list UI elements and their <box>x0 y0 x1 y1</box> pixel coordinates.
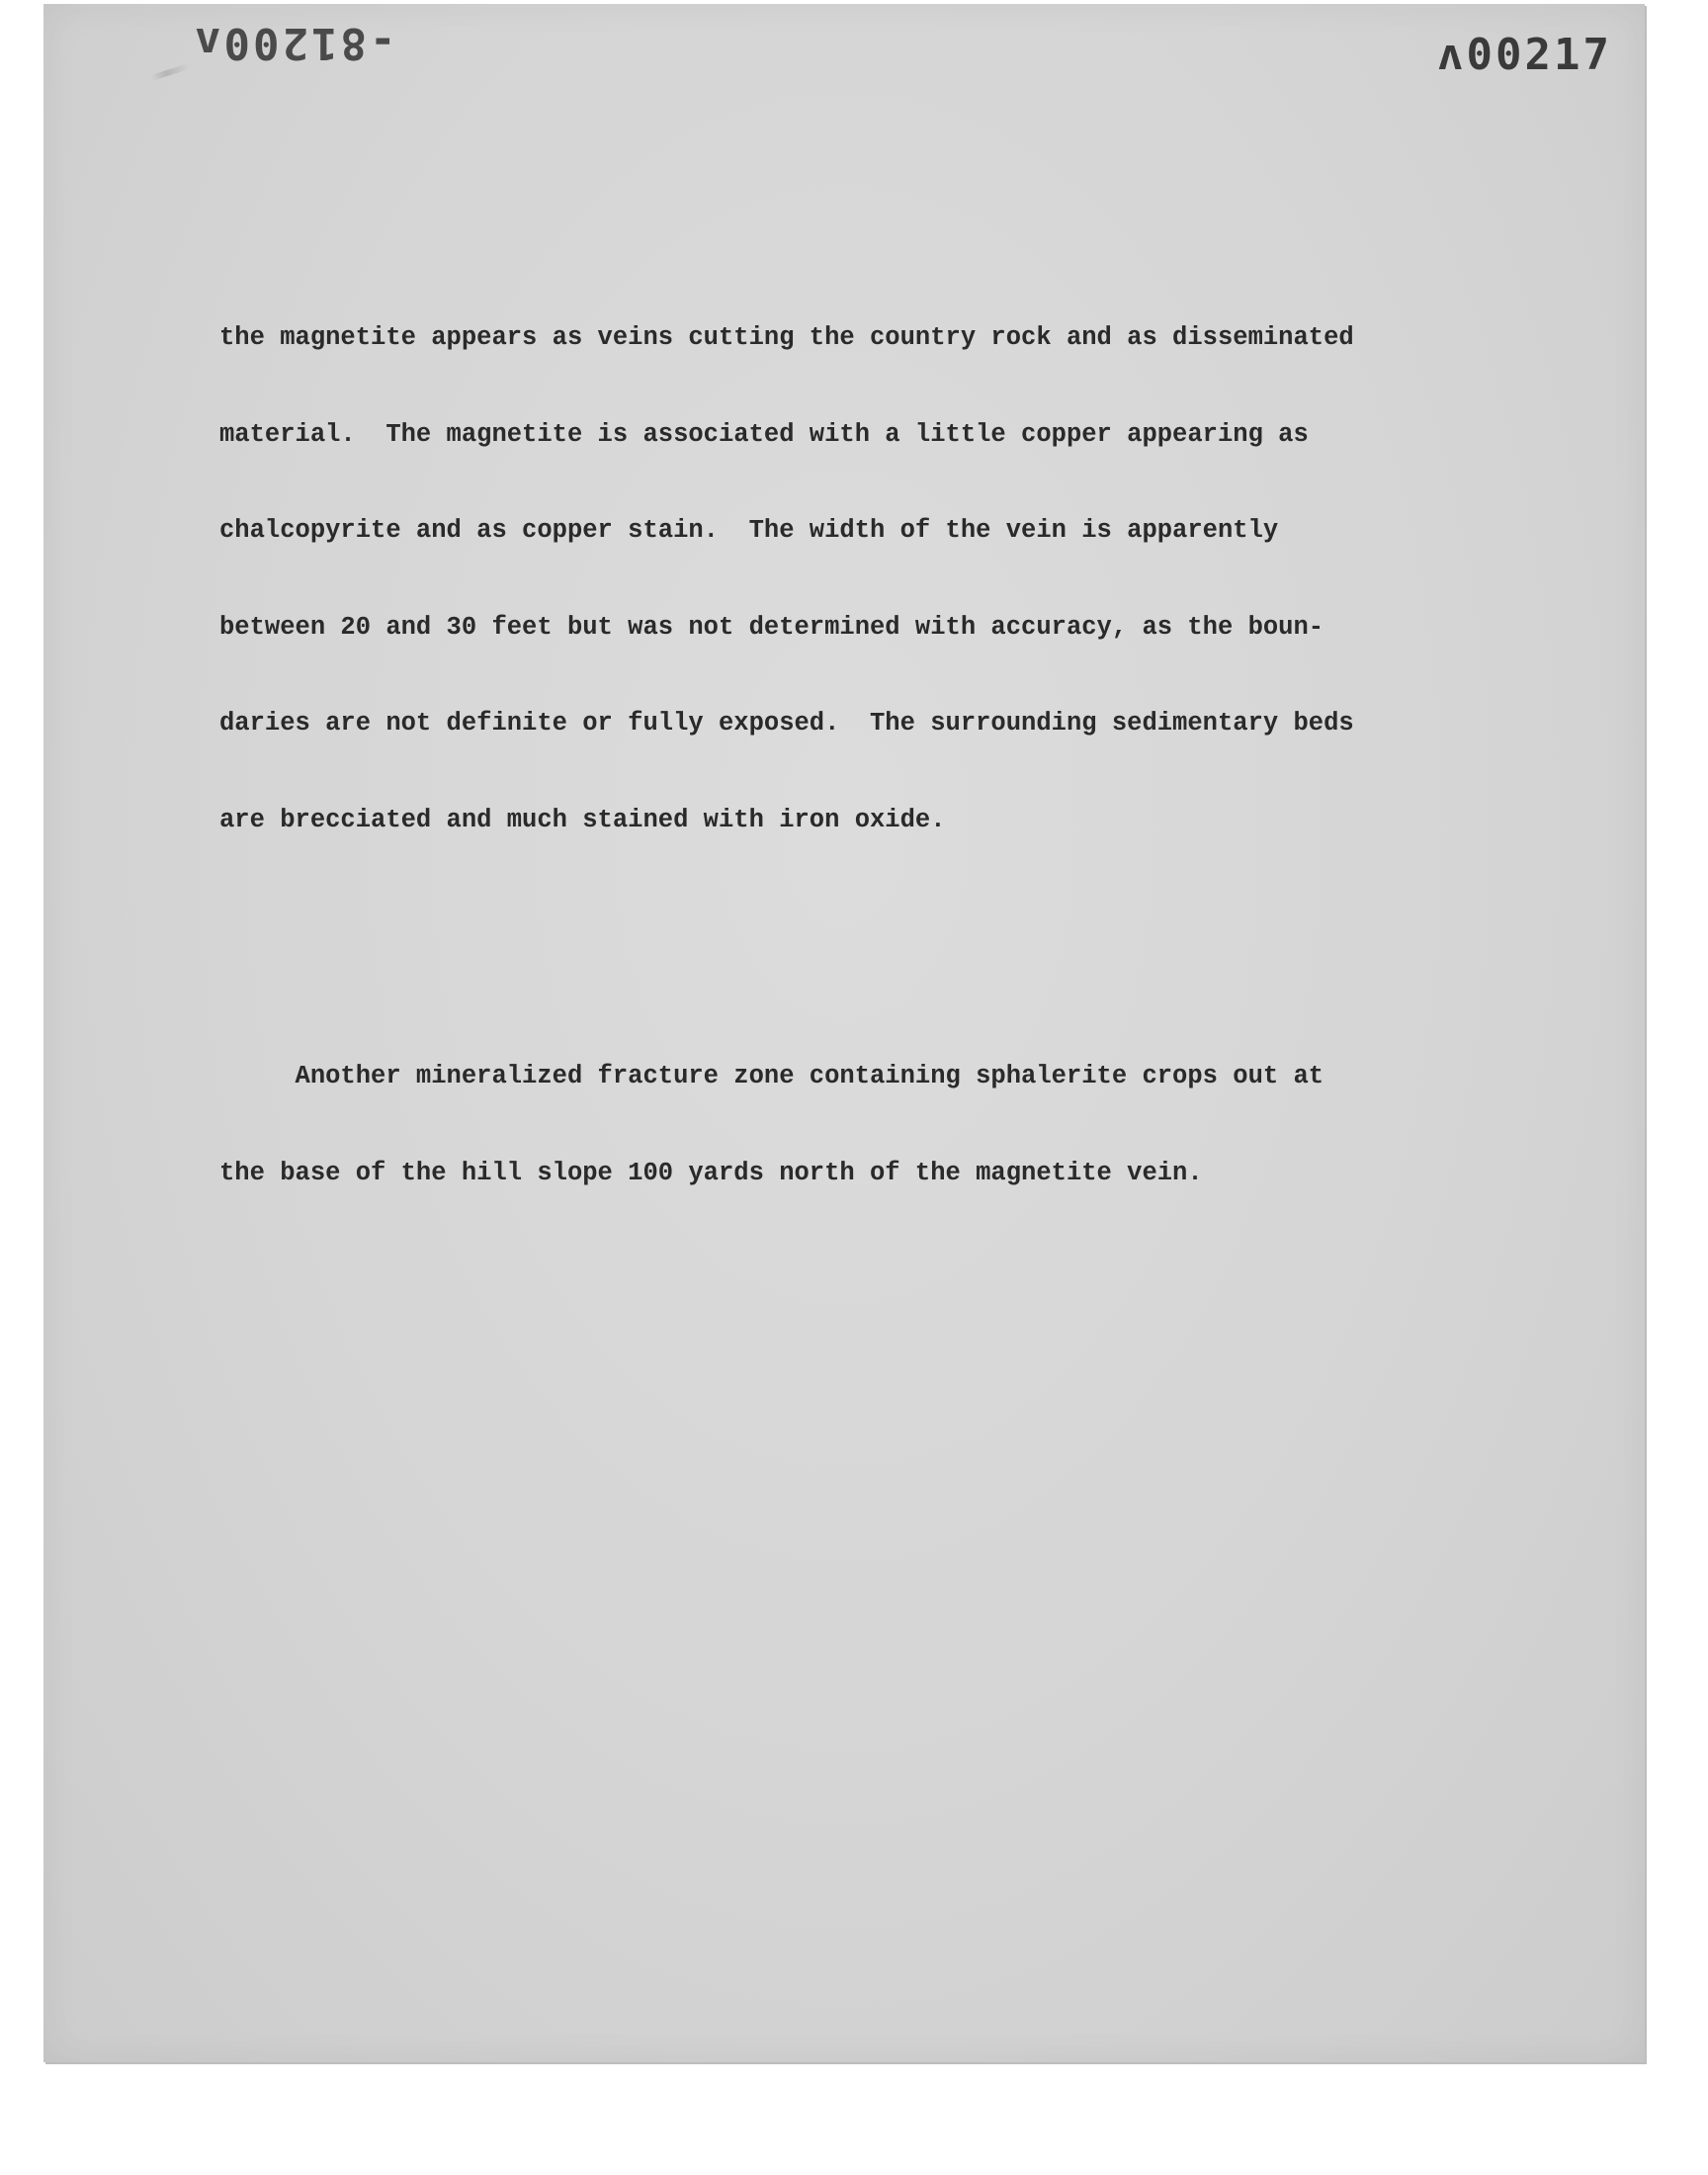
text-line: chalcopyrite and as copper stain. The width of the vein is apparently <box>219 516 1279 545</box>
text-line: daries are not definite or fully exposed. The surrounding sedimentary beds <box>219 709 1354 738</box>
ink-smudge <box>150 63 190 81</box>
text-line: Another mineralized fracture zone containing sphalerite crops out at <box>219 1062 1324 1090</box>
page-number-stamp: ʌ00217 <box>1437 30 1612 80</box>
text-line: the magnetite appears as veins cutting the country rock and as disseminated <box>219 323 1354 352</box>
text-line: are brecciated and much stained with iron oxide. <box>219 805 946 834</box>
paragraph <box>219 258 1465 901</box>
text-line: between 20 and 30 feet but was not determined with accuracy, as the boun- <box>219 612 1324 642</box>
page-stamp-inverted: -81200ʌ <box>192 18 396 68</box>
paragraph <box>219 997 1465 1254</box>
text-line: the base of the hill slope 100 yards north of the magnetite vein. <box>219 1158 1203 1187</box>
document-body <box>219 194 1465 1286</box>
text-line: material. The magnetite is associated with a little copper appearing as <box>219 419 1309 449</box>
